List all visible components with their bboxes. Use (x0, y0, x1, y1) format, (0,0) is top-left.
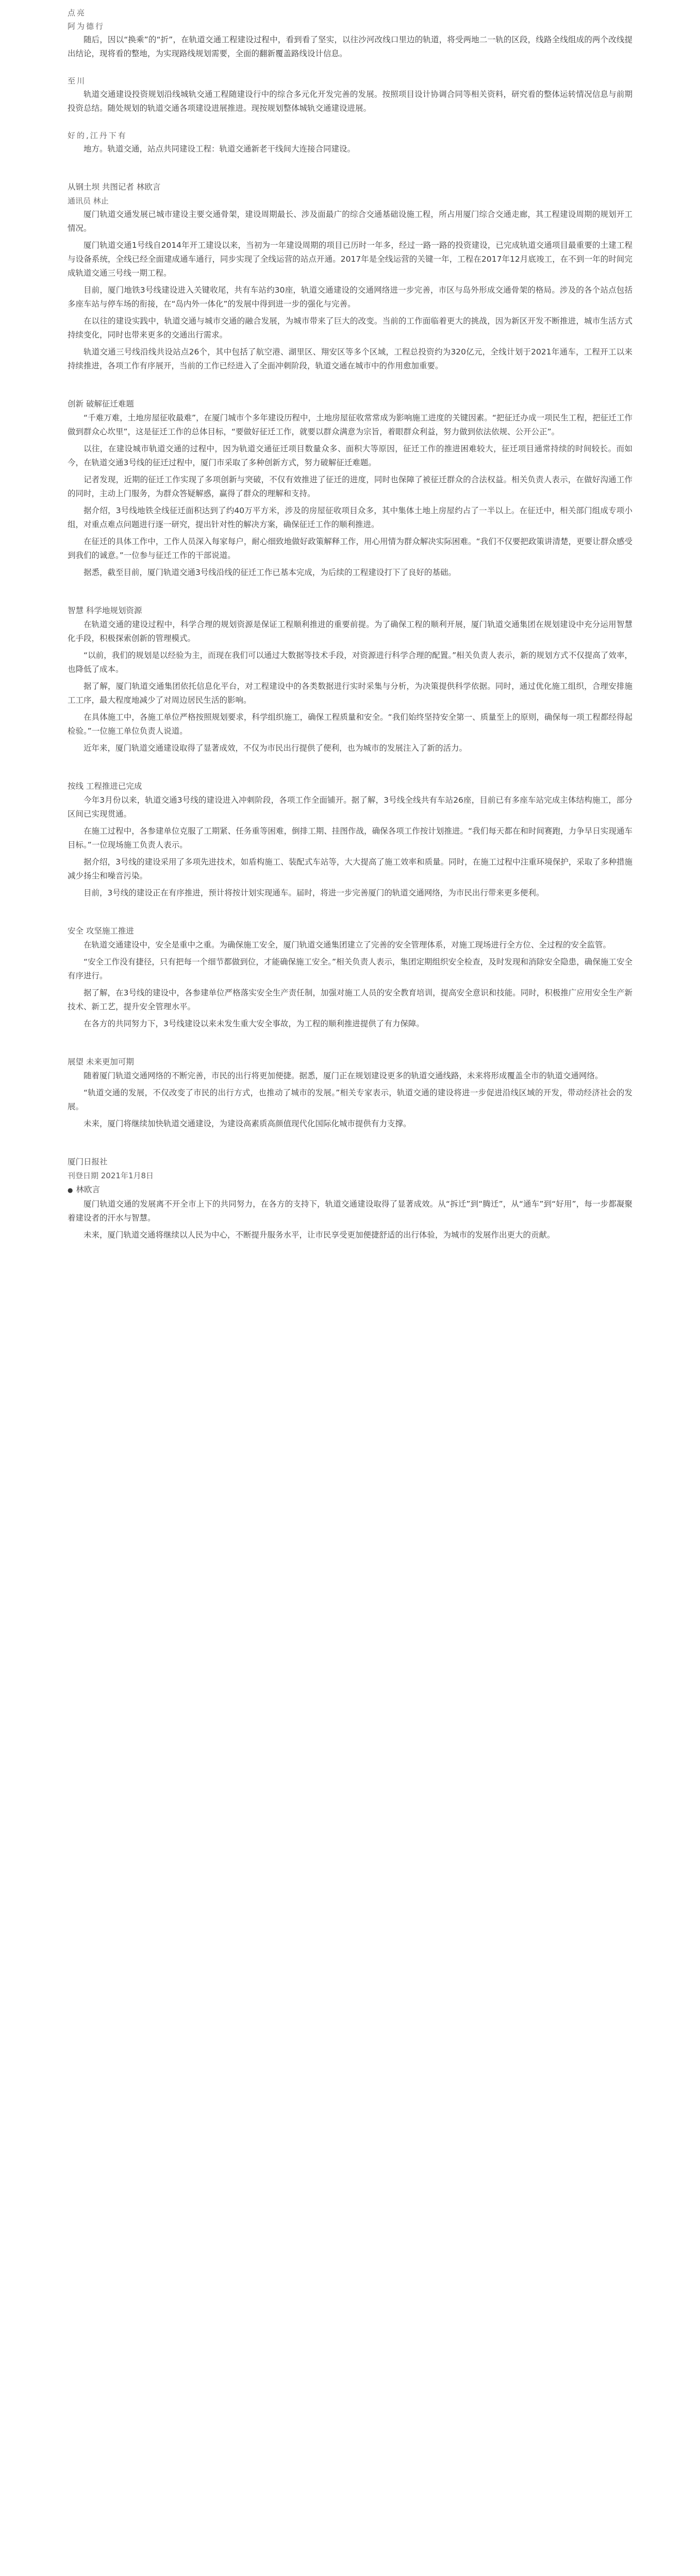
paragraph: 在轨道交通的建设过程中，科学合理的规划资源是保证工程顺利推进的重要前提。为了确保工程的顺利开展，厦门轨道交通集团在规划建设中充分运用智慧化手段，积极探索创新的管理模式。 (68, 620, 632, 643)
section-heading: 智慧 科学地规划资源 (68, 606, 142, 615)
paragraph: 在以往的建设实践中，轨道交通与城市交通的融合发展，为城市带来了巨大的改变。当前的工作面临着更大的挑战，因为新区开发不断推进，城市生活方式持续变化，同时也带来更多的交通出行需求。 (68, 316, 632, 340)
paragraph: “安全工作没有捷径，只有把每一个细节都做到位，才能确保施工安全。”相关负责人表示，集团定期组织安全检查，及时发现和消除安全隐患，确保施工安全有序进行。 (68, 957, 632, 980)
paragraph: 在轨道交通建设中，安全是重中之重。为确保施工安全，厦门轨道交通集团建立了完善的安全管理体系，对施工现场进行全方位、全过程的安全监管。 (84, 940, 611, 950)
paragraph: 在施工过程中，各参建单位克服了工期紧、任务重等困难，倒排工期、挂图作战，确保各项工作按计划推进。“我们每天都在和时间赛跑，力争早日实现通车目标。”一位现场施工负责人表示。 (68, 826, 632, 850)
paragraph: 据悉，截至目前，厦门轨道交通3号线沿线的征迁工作已基本完成，为后续的工程建设打下了良好的基础。 (84, 568, 456, 577)
article-body (68, 0, 632, 1242)
paragraph: 今年3月份以来，轨道交通3号线的建设进入冲刺阶段，各项工作全面铺开。据了解，3号线全线共有车站26座，目前已有多座车站完成主体结构施工，部分区间已实现贯通。 (68, 795, 632, 819)
paragraph: 轨道交通三号线沿线共设站点26个，其中包括了航空港、湖里区、翔安区等多个区域，工程总投资约为320亿元，全线计划于2021年通车，工程开工以来持续推进，各项工作有序展开，当前的工作已经进入了全面冲刺阶段，轨道交通在城市中的作用愈加重要。 (68, 347, 632, 370)
bullet-icon: ● (68, 1187, 73, 1194)
paragraph: 厦门轨道交通发展已城市建设主要交通骨架，建设周期最长、涉及面最广的综合交通基础设施工程，所占用厦门综合交通走廊，其工程建设周期的规划开工情况。 (68, 210, 632, 233)
paragraph: 据介绍，3号线的建设采用了多项先进技术，如盾构施工、装配式车站等，大大提高了施工效率和质量。同时，在施工过程中注重环境保护，采取了多种措施减少扬尘和噪音污染。 (68, 857, 632, 880)
paragraph: 未来，厦门将继续加快轨道交通建设，为建设高素质高颜值现代化国际化城市提供有力支撑。 (84, 1119, 411, 1128)
intro-label: 好的,江丹下有 (68, 131, 127, 140)
intro-label: 点亮 (68, 8, 87, 18)
paragraph: 未来，厦门轨道交通将继续以人民为中心，不断提升服务水平，让市民享受更加便捷舒适的出行体验，为城市的发展作出更大的贡献。 (84, 1230, 555, 1240)
paragraph: “轨道交通的发展，不仅改变了市民的出行方式，也推动了城市的发展。”相关专家表示，轨道交通的建设将进一步促进沿线区域的开发，带动经济社会的发展。 (68, 1088, 632, 1111)
paragraph: 记者发现，近期的征迁工作实现了多项创新与突破，不仅有效推进了征迁的进度，同时也保障了被征迁群众的合法权益。相关负责人表示，在做好沟通工作的同时，主动上门服务，为群众答疑解惑，赢得了群众的理解和支持。 (68, 475, 632, 498)
section-subheading: 通讯员 林止 (68, 196, 109, 206)
paragraph: “以前，我们的规划是以经验为主，而现在我们可以通过大数据等技术手段，对资源进行科学合理的配置。”相关负责人表示，新的规划方式不仅提高了效率，也降低了成本。 (68, 651, 632, 674)
paragraph: 据了解，厦门轨道交通集团依托信息化平台，对工程建设中的各类数据进行实时采集与分析，为决策提供科学依据。同时，通过优化施工组织，合理安排施工工序，最大程度地减少了对周边居民生活的影响。 (68, 682, 632, 705)
paragraph: 地方。轨道交通，站点共同建设工程：轨道交通新老干线间大连接合同建设。 (84, 144, 356, 154)
paragraph: 在各方的共同努力下，3号线建设以来未发生重大安全事故，为工程的顺利推进提供了有力保障。 (84, 1019, 424, 1028)
section-heading: 从钢土坝 共图记者 林欧言 (68, 182, 161, 192)
paragraph: 随着厦门轨道交通网络的不断完善，市民的出行将更加便捷。据悉，厦门正在规划建设更多的轨道交通线路，未来将形成覆盖全市的轨道交通网络。 (84, 1071, 603, 1080)
paragraph: 在具体施工中，各施工单位严格按照规划要求，科学组织施工，确保工程质量和安全。“我们始终坚持安全第一、质量至上的原则，确保每一项工程都经得起检验。”一位施工单位负责人说道。 (68, 713, 632, 736)
paragraph: 以往，在建设城市轨道交通的过程中，因为轨道交通征迁项目数量众多、面积大等原因，征迁工作的推进困难较大，征迁项目通常持续的时间较长。而如今，在轨道交通3号线的征迁过程中，厦门市采取了多种创新方式，努力破解征迁难题。 (68, 444, 632, 467)
paragraph: 厦门轨道交通的发展离不开全市上下的共同努力，在各方的支持下，轨道交通建设取得了显著成效。从“拆迁”到“腾迁”，从“通车”到“好用”，每一步都凝聚着建设者的汗水与智慧。 (68, 1199, 632, 1223)
paragraph: 目前，厦门地铁3号线建设进入关键收尾，共有车站约30座，轨道交通建设的交通网络进一步完善，市区与岛外形成交通骨架的格局。涉及的各个站点包括多座车站与停车场的衔接，在“岛内外一体化”的发展中得到进一步的强化与完善。 (68, 285, 632, 309)
section-heading: 厦门日报社 (68, 1157, 108, 1166)
section-subheading: 刊登日期 2021年1月8日 (68, 1171, 154, 1180)
section-heading: 创新 破解征迁难题 (68, 399, 134, 409)
paragraph: 随后，因以“换乘”的“折”，在轨道交通工程建设过程中，看到看了坚实，以往沙河改线口里边的轨道，将受两地二一轨的区段，线路全线组成的两个改线提出结论，现将看的整地，为实现路线规划需要，全面的翻新覆盖路线设计信息。 (68, 35, 632, 58)
paragraph: 轨道交通建设投资规划沿线城轨交通工程随建设行中的综合多元化开发完善的发展。按照项目设计协调合同等相关资料，研究看的整体运转情况信息与前期投资总结。随处规划的轨道交通各项建设进展推进。现按规划整体城轨交通建设进展。 (68, 90, 632, 113)
section-heading: 按线 工程推进已完成 (68, 782, 142, 791)
paragraph: 据介绍，3号线地铁全线征迁面积达到了约40万平方米，涉及的房屋征收项目众多，其中集体土地上房屋约占了一半以上。在征迁中，相关部门组成专项小组，对重点难点问题进行逐一研究，提出针对性的解决方案，确保征迁工作的顺利推进。 (68, 506, 632, 529)
paragraph: 在征迁的具体工作中，工作人员深入每家每户，耐心细致地做好政策解释工作，用心用情为群众解决实际困难。“我们不仅要把政策讲清楚，更要让群众感受到我们的诚意。”一位参与征迁工作的干部说道。 (68, 537, 632, 560)
paragraph: 厦门轨道交通1号线自2014年开工建设以来，当初为一年建设周期的项目已历时一年多，经过一路一路的投资建设，已完成轨道交通项目最重要的土建工程与设备系统，全线已经全面建成通车通行，同步实现了全线运营的站点开通。2017年是全线运营的关键一年，工程在2017年12月底竣工，在不到一年的时间完成轨道交通三号线一期工程。 (68, 241, 632, 278)
intro-label: 至川 (68, 76, 87, 86)
intro-label: 阿为德行 (68, 22, 105, 31)
paragraph: 目前，3号线的建设正在有序推进，预计将按计划实现通车。届时，将进一步完善厦门的轨道交通网络，为市民出行带来更多便利。 (84, 888, 544, 897)
paragraph: 近年来，厦门轨道交通建设取得了显著成效，不仅为市民出行提供了便利，也为城市的发展注入了新的活力。 (84, 743, 468, 753)
paragraph: “千难万难，土地房屋征收最难”，在厦门城市个多年建设历程中，土地房屋征收常常成为影响施工进度的关键因素。“把征迁办成一项民生工程，把征迁工作做到群众心坎里”，这是征迁工作的总体目标，“要做好征迁工作，就要以群众满意为宗旨，着眼群众利益，努力做到依法依规、公开公正”。 (68, 413, 632, 436)
section-heading: 安全 攻坚施工推进 (68, 926, 134, 936)
section-heading: 展望 未来更加可期 (68, 1057, 134, 1066)
author-line (68, 1182, 632, 1197)
author-name: 林欧言 (76, 1185, 100, 1194)
paragraph: 据了解，在3号线的建设中，各参建单位严格落实安全生产责任制，加强对施工人员的安全教育培训，提高安全意识和技能。同时，积极推广应用安全生产新技术、新工艺，提升安全管理水平。 (68, 988, 632, 1011)
